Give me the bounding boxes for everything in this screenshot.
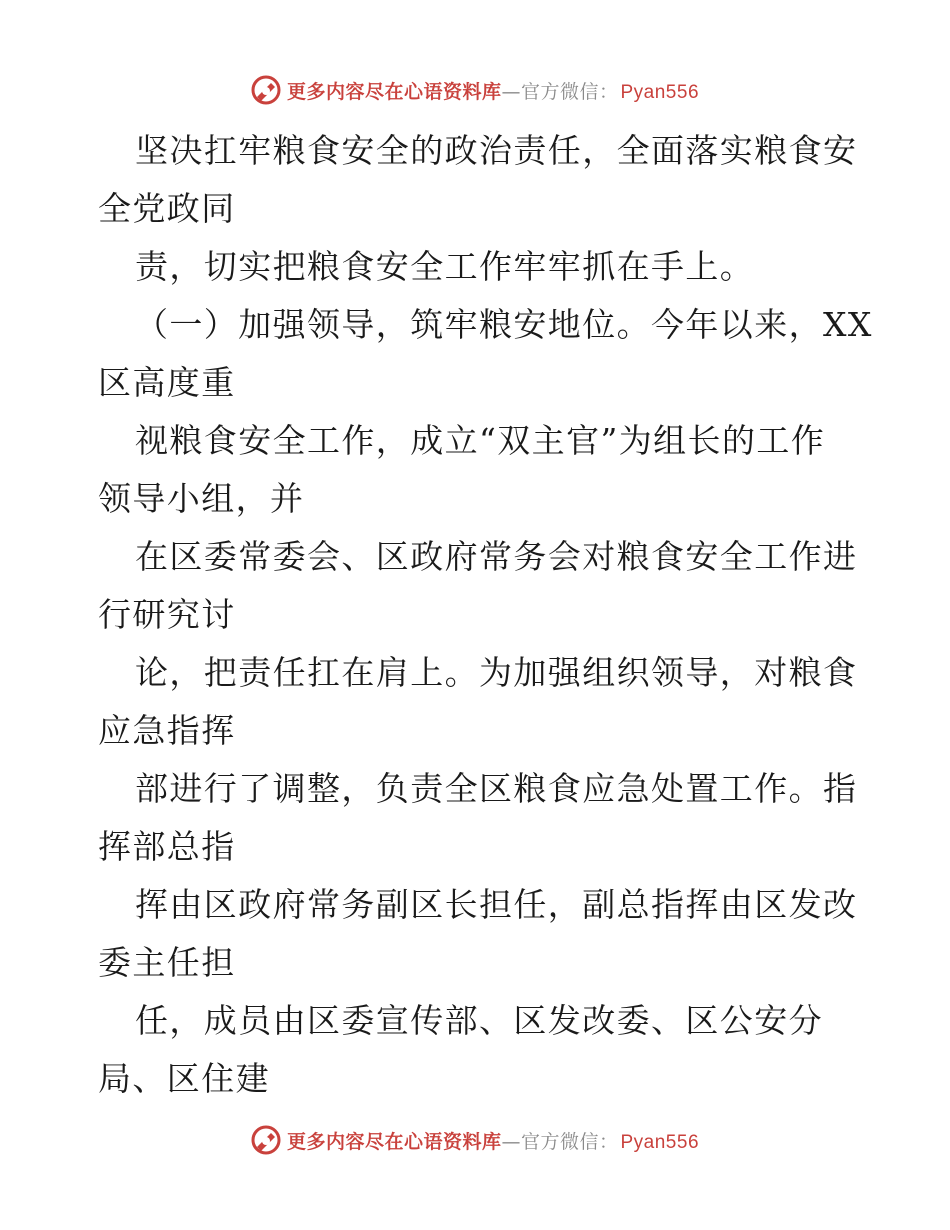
- text-line: 部进行了调整，负责全区粮食应急处置工作。指: [135, 769, 858, 808]
- text-line: 责，切实把粮食安全工作牢牢抓在手上。: [135, 247, 755, 286]
- watermark-gray-text: 官方微信：: [520, 80, 619, 103]
- watermark-dash: —: [501, 1130, 521, 1153]
- text-line: 全党政同: [98, 189, 236, 228]
- footer-watermark: [0, 1120, 950, 1160]
- watermark-text: [287, 77, 699, 104]
- text-line: 挥部总指: [98, 827, 236, 866]
- text-line: 局、区住建: [98, 1059, 270, 1098]
- text-line: 论，把责任扛在肩上。为加强组织领导，对粮食: [135, 653, 858, 692]
- text-line: 领导小组，并: [98, 479, 305, 518]
- text-line: 任，成员由区委宣传部、区发改委、区公安分: [135, 1001, 823, 1040]
- text-line: 行研究讨: [98, 595, 236, 634]
- document-body: [98, 122, 873, 1108]
- watermark-dash: —: [501, 80, 521, 103]
- text-line: 委主任担: [98, 943, 236, 982]
- watermark-red-text: 更多内容尽在心语资料库: [286, 80, 502, 103]
- text-line: 区高度重: [98, 363, 236, 402]
- watermark-id: Pyan556: [620, 81, 700, 103]
- watermark-red-text: 更多内容尽在心语资料库: [286, 1130, 502, 1153]
- text-line: （一）加强领导，筑牢粮安地位。今年以来，XX: [135, 305, 873, 344]
- text-line: 视粮食安全工作，成立“双主官”为组长的工作: [135, 421, 826, 460]
- pen-logo-icon: [251, 1125, 281, 1155]
- text-line: 坚决扛牢粮食安全的政治责任，全面落实粮食安: [135, 131, 858, 170]
- text-line: 挥由区政府常务副区长担任，副总指挥由区发改: [135, 885, 858, 924]
- watermark-id: Pyan556: [620, 1131, 700, 1153]
- watermark-gray-text: 官方微信：: [520, 1130, 619, 1153]
- pen-logo-icon: [251, 75, 281, 105]
- header-watermark: [0, 70, 950, 110]
- text-line: 应急指挥: [98, 711, 236, 750]
- watermark-text: [287, 1127, 699, 1154]
- text-line: 在区委常委会、区政府常务会对粮食安全工作进: [135, 537, 858, 576]
